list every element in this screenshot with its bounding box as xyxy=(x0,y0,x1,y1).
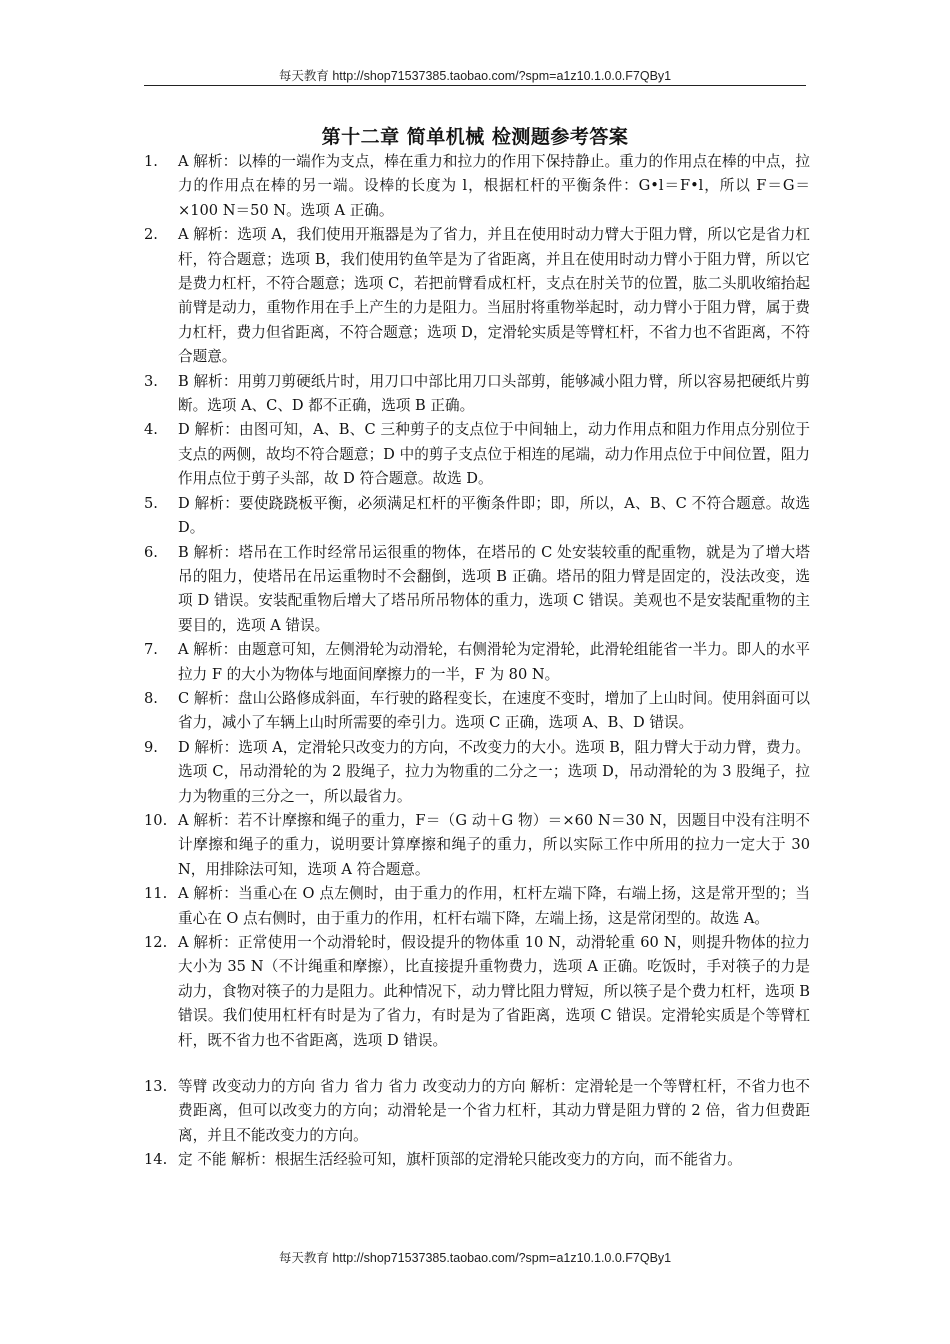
item-text: D 解析：由图可知，A、B、C 三种剪子的支点位于中间轴上，动力作用点和阻力作用点分别位于支点的两侧，故均不符合题意；D 中的剪子支点位于相连的尾端，动力作用点位于中间位置，阻力作用点位于剪子头部，故 D 符合题意。故选 D。 xyxy=(178,421,810,488)
item-text: C 解析：盘山公路修成斜面，车行驶的路程变长，在速度不变时，增加了上山时间。使用斜面可以省力，减小了车辆上山时所需要的牵引力。选项 C 正确，选项 A、B、D 错误。 xyxy=(178,689,810,732)
page-footer: 每天教育 http://shop71537385.taobao.com/?spm=a1z10.1.0.0.F7QBy1 xyxy=(278,1251,672,1265)
item-text: 等臂 改变动力的方向 省力 省力 省力 改变动力的方向 解析：定滑轮是一个等臂杠杆，不省力也不费距离，但可以改变力的方向；动滑轮是一个省力杠杆，其动力臂是阻力臂的 2 倍，省力但费距离，并且不能改变力的方向。 xyxy=(178,1078,810,1144)
answer-item xyxy=(144,150,810,223)
header-divider xyxy=(144,85,806,86)
item-text: D 解析：要使跷跷板平衡，必须满足杠杆的平衡条件即；即，所以，A、B、C 不符合题意。故选 D。 xyxy=(178,494,810,537)
item-text: A 解析：当重心在 O 点左侧时，由于重力的作用，杠杆左端下降，右端上扬，这是常开型的；当重心在 O 点右侧时，由于重力的作用，杠杆右端下降，左端上扬，这是常闭型的。故选 A。 xyxy=(178,885,810,927)
answer-item xyxy=(144,492,810,541)
spacer xyxy=(144,1053,810,1075)
answer-item xyxy=(144,931,810,1053)
item-number: 9. xyxy=(144,738,158,756)
item-text: 定 不能 解析：根据生活经验可知，旗杆顶部的定滑轮只能改变力的方向，而不能省力。 xyxy=(178,1151,742,1169)
item-number: 6. xyxy=(144,543,158,561)
answer-item xyxy=(144,809,810,882)
item-number: 2. xyxy=(144,226,158,244)
answer-item xyxy=(144,736,810,809)
answer-item xyxy=(144,1075,810,1148)
page-header: 每天教育 http://shop71537385.taobao.com/?spm=a1z10.1.0.0.F7QBy1 xyxy=(278,69,672,83)
item-number: 5. xyxy=(144,494,158,512)
item-text: A 解析：由题意可知，左侧滑轮为动滑轮，右侧滑轮为定滑轮，此滑轮组能省一半力。即人的水平拉力 F 的大小为物体与地面间摩擦力的一半，F 为 80 N。 xyxy=(178,641,810,683)
item-number: 14. xyxy=(144,1151,168,1169)
answer-item xyxy=(144,370,810,419)
item-number: 10. xyxy=(144,811,168,829)
item-number: 13. xyxy=(144,1078,168,1096)
page-title: 第十二章 简单机械 检测题参考答案 xyxy=(321,126,629,148)
answer-item xyxy=(144,1148,810,1172)
item-text: D 解析：选项 A，定滑轮只改变力的方向，不改变力的大小。选项 B，阻力臂大于动力臂，费力。选项 C，吊动滑轮的为 2 股绳子，拉力为物重的二分之一；选项 D，吊动滑轮的为 3 股绳子，拉力为物重的三分之一，所以最省力。 xyxy=(178,738,810,805)
item-number: 8. xyxy=(144,689,158,707)
answer-item xyxy=(144,418,810,491)
item-text: A 解析：若不计摩擦和绳子的重力，F＝（G 动＋G 物）＝×60 N＝30 N，因题目中没有注明不计摩擦和绳子的重力，说明要计算摩擦和绳子的重力，所以实际工作中所用的拉力一定大于 30 N，用排除法可知，选项 A 符合题意。 xyxy=(178,811,810,878)
item-number: 12. xyxy=(144,934,168,951)
item-text: B 解析：用剪刀剪硬纸片时，用刀口中部比用刀口头部剪，能够减小阻力臂，所以容易把硬纸片剪断。选项 A、C、D 都不正确，选项 B 正确。 xyxy=(178,372,810,415)
item-number: 7. xyxy=(144,641,158,659)
answer-item xyxy=(144,687,810,736)
answer-item xyxy=(144,638,810,687)
item-text: B 解析：塔吊在工作时经常吊运很重的物体，在塔吊的 C 处安装较重的配重物，就是为了增大塔吊的阻力，使塔吊在吊运重物时不会翻倒，选项 B 正确。塔吊的阻力臂是固定的，没法改变，选项 D 错误。安装配重物后增大了塔吊所吊物体的重力，选项 C 错误。美观也不是安装配重物的主要目的，选项 A 错误。 xyxy=(178,543,810,634)
item-number: 1. xyxy=(144,153,158,170)
item-text: A 解析：以棒的一端作为支点，棒在重力和拉力的作用下保持静止。重力的作用点在棒的中点，拉力的作用点在棒的另一端。设棒的长度为 l，根据杠杆的平衡条件：G•l＝F•l，所以 F＝G＝×100 N＝50 N。选项 A 正确。 xyxy=(178,153,810,219)
answer-item xyxy=(144,223,810,369)
answer-list xyxy=(144,150,810,1173)
item-number: 11. xyxy=(144,885,168,903)
answer-item xyxy=(144,541,810,639)
item-text: A 解析：选项 A，我们使用开瓶器是为了省力，并且在使用时动力臂大于阻力臂，所以它是省力杠杆，符合题意；选项 B，我们使用钓鱼竿是为了省距离，并且在使用时动力臂小于阻力臂，所以它是费力杠杆，不符合题意；选项 C，若把前臂看成杠杆，支点在肘关节的位置，肱二头肌收缩抬起前臂是动力，重物作用在手上产生的力是阻力。当屈肘将重物举起时，动力臂小于阻力臂，属于费力杠杆，费力但省距离，不符合题意；选项 D，定滑轮实质是等臂杠杆，不省力也不省距离，不符合题意。 xyxy=(178,226,810,366)
answer-item xyxy=(144,882,810,931)
item-number: 4. xyxy=(144,421,158,439)
item-text: A 解析：正常使用一个动滑轮时，假设提升的物体重 10 N，动滑轮重 60 N，则提升物体的拉力大小为 35 N（不计绳重和摩擦），比直接提升重物费力，选项 A 正确。吃饭时，手对筷子的力是动力，食物对筷子的力是阻力。此种情况下，动力臂比阻力臂短，所以筷子是个费力杠杆，选项 B 错误。我们使用杠杆有时是为了省力，有时是为了省距离，选项 C 错误。定滑轮实质是个等臂杠杆，既不省力也不省距离，选项 D 错误。 xyxy=(178,934,810,1049)
item-number: 3. xyxy=(144,372,158,390)
